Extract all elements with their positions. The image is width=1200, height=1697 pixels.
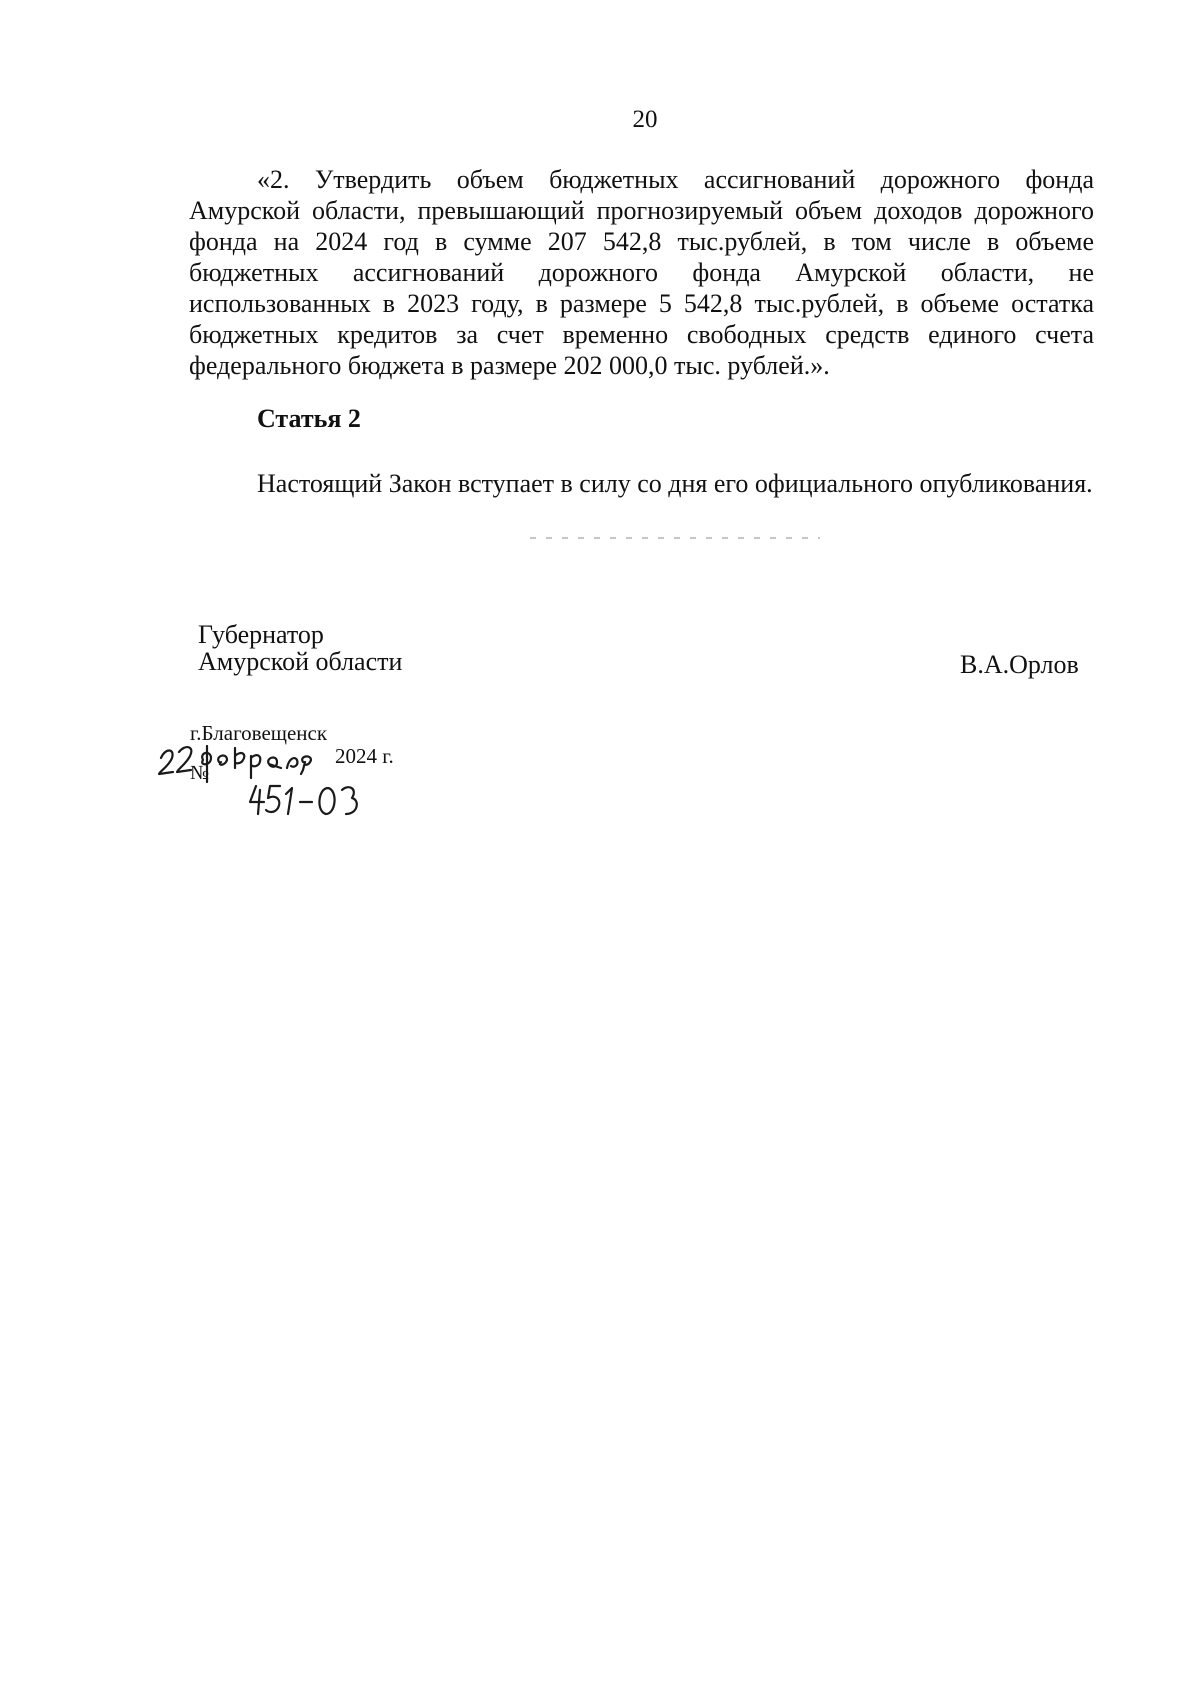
paragraph-amendment: «2. Утвердить объем бюджетных ассигнований дорожного фонда Амурской области, превышающий прогнозируемый объем доходов дорожного фонда на 2024 год в сумме 207 542,8 тыс.рублей, в том числе в объеме бюджетных ассигнований дорожного фонда Амурской области, не использованных в 2023 году, в размере 5 542,8 тыс.рублей, в объеме остатка бюджетных кредитов за счет временно свободных средств единого счета федерального бюджета в размере 202 000,0 тыс. рублей.». [189, 165, 1094, 380]
handwritten-date [155, 738, 335, 786]
scan-artifact [530, 537, 820, 539]
city: г.Благовещенск [190, 721, 328, 745]
number-sign: № [190, 762, 210, 784]
signatory-title [198, 621, 402, 675]
article-heading: Статья 2 [257, 404, 361, 433]
signatory-title-line-1: Губернатор [198, 620, 324, 649]
page-number: 20 [632, 106, 658, 133]
year: 2024 г. [335, 744, 394, 768]
handwritten-number [246, 780, 364, 820]
signatory-name: В.А.Орлов [960, 650, 1079, 679]
signatory-title-line-2: Амурской области [198, 647, 403, 676]
paragraph-entry-into-force: Настоящий Закон вступает в силу со дня его официального опубликования. [257, 469, 1093, 498]
